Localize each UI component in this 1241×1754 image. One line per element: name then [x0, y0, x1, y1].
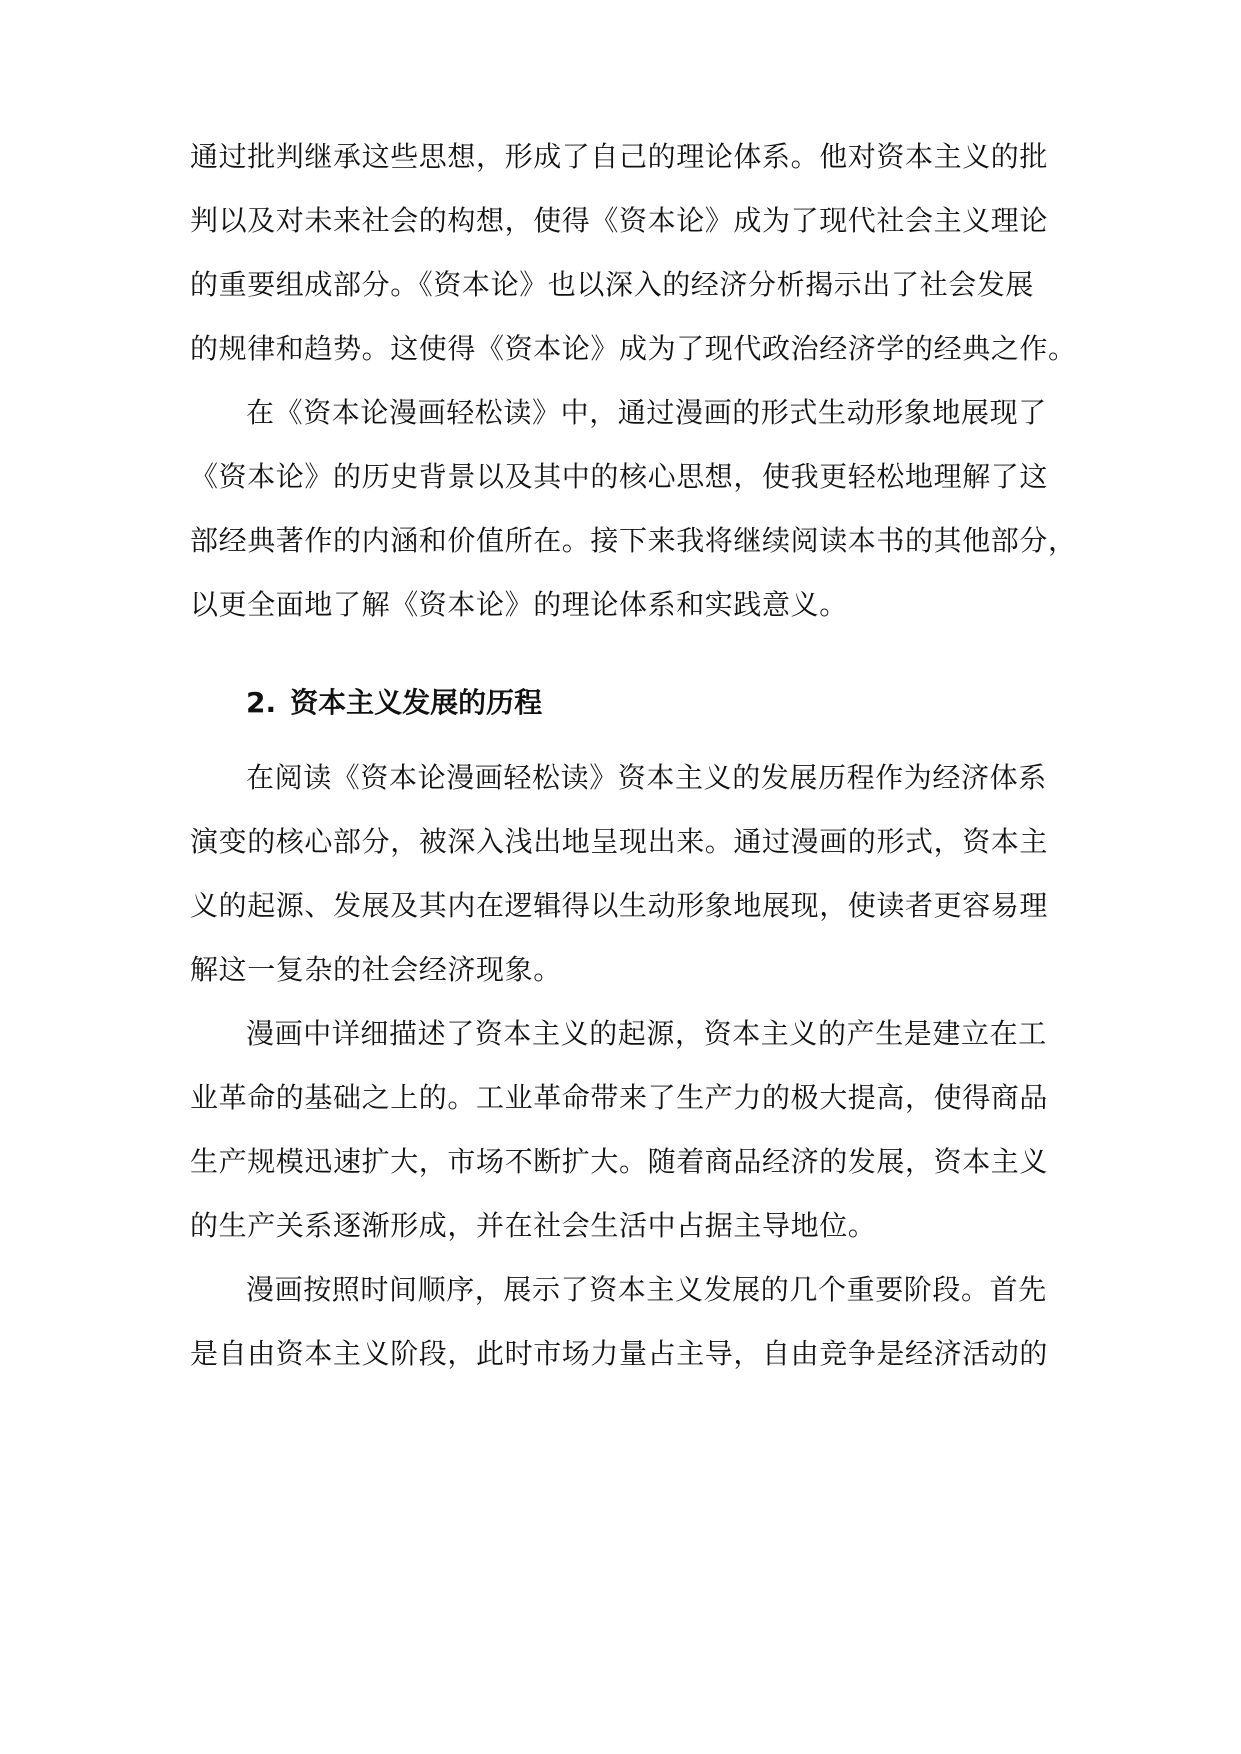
paragraph-line: 《资本论》的历史背景以及其中的核心思想，使我更轻松地理解了这 [190, 460, 1049, 493]
section-number: 2. [246, 686, 277, 719]
paragraph-line: 在《资本论漫画轻松读》中，通过漫画的形式生动形象地展现了 [246, 396, 1047, 429]
paragraph-line: 的重要组成部分。《资本论》也以深入的经济分析揭示出了社会发展 [190, 268, 1035, 301]
paragraph-line: 的规律和趋势。这使得《资本论》成为了现代政治经济学的经典之作。 [190, 332, 1077, 365]
section-heading [246, 685, 542, 721]
paragraph-line: 在阅读《资本论漫画轻松读》资本主义的发展历程作为经济体系 [246, 761, 1047, 794]
paragraph-line: 部经典著作的内涵和价值所在。接下来我将继续阅读本书的其他部分， [190, 524, 1077, 557]
paragraph-line: 漫画中详细描述了资本主义的起源，资本主义的产生是建立在工 [246, 1017, 1047, 1050]
paragraph-line: 判以及对未来社会的构想，使得《资本论》成为了现代社会主义理论 [190, 204, 1049, 237]
paragraph-line: 业革命的基础之上的。工业革命带来了生产力的极大提高，使得商品 [190, 1081, 1049, 1114]
paragraph-line: 生产规模迅速扩大，市场不断扩大。随着商品经济的发展，资本主义 [190, 1145, 1049, 1178]
paragraph-line: 漫画按照时间顺序，展示了资本主义发展的几个重要阶段。首先 [246, 1273, 1047, 1306]
paragraph-line: 义的起源、发展及其内在逻辑得以生动形象地展现，使读者更容易理 [190, 889, 1049, 922]
paragraph-line: 以更全面地了解《资本论》的理论体系和实践意义。 [190, 588, 848, 621]
paragraph-line: 解这一复杂的社会经济现象。 [190, 953, 562, 986]
paragraph-line: 演变的核心部分，被深入浅出地呈现出来。通过漫画的形式，资本主 [190, 825, 1049, 858]
paragraph-line: 通过批判继承这些思想，形成了自己的理论体系。他对资本主义的批 [190, 140, 1049, 173]
paragraph-line: 的生产关系逐渐形成，并在社会生活中占据主导地位。 [190, 1209, 877, 1242]
paragraph-line: 是自由资本主义阶段，此时市场力量占主导，自由竞争是经济活动的 [190, 1337, 1049, 1370]
section-title: 资本主义发展的历程 [290, 686, 543, 719]
